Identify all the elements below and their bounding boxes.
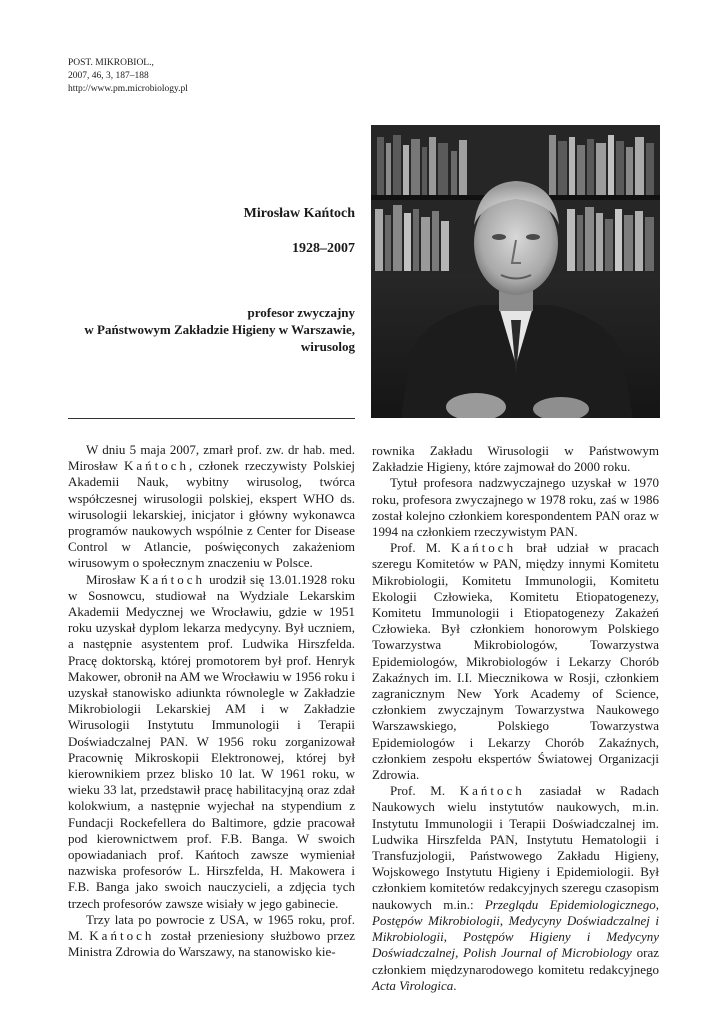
separator: , [455,945,464,961]
journal-title: Postępów Mikrobiologii [372,912,500,928]
journal-url: http://www.pm.microbiology.pl [68,84,188,94]
role-line: wirusolog [300,339,355,354]
text-run: został przeniesiony służbowo przez Ministra Zdrowia do Warszawy, na stanowisko kie- [68,928,355,960]
journal-title: Medycyny Doświadczalnej i Mikrobiologii [372,912,660,945]
spaced-surname: Kańtoch [459,783,525,799]
spaced-surname: Kańtoch [123,458,189,474]
journal-name: POST. MIKROBIOL., [68,58,154,68]
journal-title: Postępów Higieny i Medycyny Doświadczalnej [372,929,659,961]
text-run: . [453,977,457,993]
paragraph: Tytuł profesora nadzwyczajnego uzyskał w 1970 roku, profesora zwyczajnego w 1978 roku, zaś w 1986 został kolejno członkiem korespondentem PAN oraz w 1994 na członkiem rzeczywistym PAN. [372,475,659,540]
paragraph [68,912,355,961]
text-run: W dniu 5 maja 2007, zmarł prof. zw. dr hab. med. Mirosław [68,442,355,474]
text-run: Trzy lata po powrocie z USA, w 1965 roku, prof. M. [68,911,355,944]
text-run: brał udział w pracach szeregu Komitetów w PAN, między innymi Komitetu Mikrobiologii, Komitetu Immunologii, Komitetu Ekologii Człowieka, Komitetu Etiopatogenezy, Komitetu Immunologii i Etiopatogenezy Zakażeń Człowieka. Był członkiem honorowym Polskiego Towarzystwa Mikrobiologów, Towarzystwa Epidemiologów, Mikrobiologów i Lekarzy Chorób Zakaźnych im. I.I. Miecznikowa w Rosji, członkiem zagranicznym New York Academy of Science, członkiem zwyczajnym Towarzystwa Naukowego Warszawskiego, Polskiego Towarzystwa Epidemiologów i Lekarzy Chorób Zakaźnych, członkiem zespołu ekspertów Światowej Organizacji Zdrowia. [372,540,659,783]
text-run: Prof. M. [390,540,452,556]
separator: , [655,896,659,912]
paragraph [372,783,659,994]
journal-header [68,57,188,96]
role-line: w Państwowym Zakładzie Higieny w Warszawie, [84,322,355,337]
person-role [60,304,355,355]
portrait-photo [371,125,660,418]
paragraph [372,540,659,783]
paragraph [68,442,355,572]
life-years: 1928–2007 [292,241,355,256]
role-line: profesor zwyczajny [247,305,355,320]
spaced-surname: Kańtoch [451,540,517,556]
portrait-image [371,125,660,418]
text-run: Mirosław [86,571,140,587]
text-run: oraz członkiem międzynarodowego komitetu redakcyjnego [372,945,660,977]
divider [68,418,355,419]
journal-title: Acta Virologica [372,977,454,993]
text-run: urodził się 13.01.1928 roku w Sosnowcu, studiował na Wydziale Lekarskim Akademii Medycznej we Wrocławiu, gdzie w 1951 roku uzyskał dyplom lekarza medycyny. Był uczniem, a następnie asystentem prof. Ludwika Hirszfelda. Pracę doktorską, której promotorem był prof. Henryk Makower, obronił na AM we Wrocławiu w 1956 roku i uzyskał stanowisko adiunkta równolegle w Zakładzie Mikrobiologii Lekarskiej AM i w Zakładzie Wirusologii Instytutu Immunologii i Terapii Doświadczalnej PAN. W 1956 roku zorganizował Pracownię Mikroskopii Elektronowej, której był kierownikiem przez blisko 10 lat. W 1961 roku, w wieku 33 lat, przedstawił pracę habilitacyjną oraz zdał kolokwium, a następnie wyjechał na stypendium z Fundacji Rockefellera do Baltimore, gdzie pracował pod kierownictwem prof. F.B. Banga. W swoich opowiadaniach prof. Kańtoch zawsze wymieniał nazwiska profesorów L. Hirszfelda, H. Makowera i F.B. Banga jako swoich nauczycieli, a zdjęcia tych trzech profesorów zawsze wisiały w jego gabinecie. [68,571,355,911]
separator: , [443,929,463,945]
article-left-column [68,442,355,961]
article-right-column [372,443,659,994]
journal-citation: 2007, 46, 3, 187–188 [68,71,149,81]
journal-title: Polish Journal of Microbiology [463,945,632,961]
journal-title: Przeglądu Epidemiologicznego [484,896,656,912]
separator: , [499,912,509,928]
text-run: zasiadał w Radach Naukowych wielu instytutów naukowych, m.in. Instytutu Immunologii i Terapii Doświadczalnej im. Ludwika Hirszfelda PAN, Instytutu Hematologii i Transfuzjologii, Państwowego Zakładu Higieny, Wojskowego Instytutu Higieny i Epidemiologii. Był członkiem komitetów redakcyjnych szeregu czasopism naukowych m.in.: [372,783,660,912]
paragraph [68,572,355,912]
spaced-surname: Kańtoch [89,928,155,944]
spaced-surname: Kańtoch [139,571,205,587]
text-run: , członek rzeczywisty Polskiej Akademii Nauk, wybitny wirusolog, twórca współczesnej wirusologii polskiej, ekspert WHO ds. wirusologii lekarskiej, inicjator i główny wykonawca programów naukowych wspólnie z Center for Disease Control w Atlancie, poświęconych zakażeniom wirusowym o społecznym znaczeniu w Polsce. [68,458,355,571]
text-run: Prof. M. [390,783,460,799]
paragraph: rownika Zakładu Wirusologii w Państwowym Zakładzie Higieny, które zajmował do 2000 roku. [372,443,659,475]
person-name: Mirosław Kańtoch [243,206,355,221]
